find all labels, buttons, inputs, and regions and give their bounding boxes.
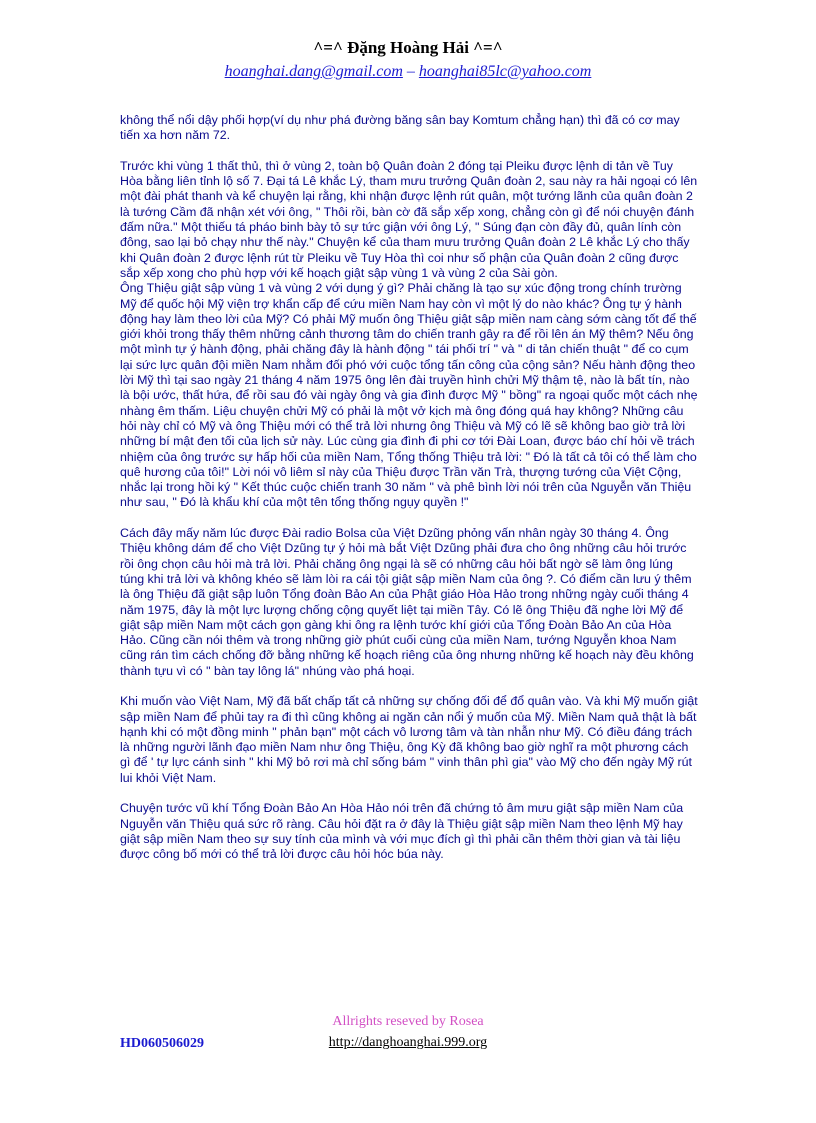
paragraph-5: Khi muốn vào Việt Nam, Mỹ đã bất chấp tất cả những sự chống đối để đổ quân vào. Và khi Mỹ muốn giật sập miền Nam để phủi tay ra đi thì cũng không ai ngăn cản nổi ý muốn của Mỹ. Miền Nam quả thật là bất hạnh khi có một đồng minh " phản bạn" một cách vô lương tâm và tàn nhẫn như Mỹ. Có điều đáng trách là những người lãnh đạo miền Nam như ông Thiệu, ông Kỳ đã không bao giờ nghĩ ra một phương cách gì để ' tự lực cánh sinh " khi Mỹ bỏ rơi mà chỉ sống bám " vinh thân phì gia" vào Mỹ cho đến ngày Mỹ rút lui khỏi Việt Nam.: [120, 694, 698, 785]
footer-doc-id: HD060506029: [120, 1036, 204, 1051]
article-body: [120, 113, 698, 878]
paragraph-1: không thể nổi dậy phối hợp(ví dụ như phá đường băng sân bay Komtum chẳng hạn) thì đã có cơ may tiến xa hơn năm 72.: [120, 113, 680, 143]
paragraph-2: Trước khi vùng 1 thất thủ, thì ở vùng 2, toàn bộ Quân đoàn 2 đóng tại Pleiku được lệnh di tản về Tuy Hòa bằng liên tỉnh lộ số 7. Đại tá Lê khắc Lý, tham mưu trưởng Quân đoàn 2, sau này ra hải ngoại có lên một đài phát thanh và kể chuyện lại rằng, khi nhận được lệnh rút quân, một tướng lãnh của quân đoàn 2 là tướng Cầm đã nhận xét với ông, " Thôi rồi, bàn cờ đã sắp xếp xong, chẳng còn gì để nói chuyện đánh đấm nữa." Một thiếu tá pháo binh bày tỏ sự tức giận với ông Lý, " Súng đạn còn đầy đủ, quân lính còn đông, sao lại bỏ chạy như thế này." Chuyện kể của tham mưu trưởng Quân đoàn 2 Lê khắc Lý cho thấy khi Quân đoàn 2 được lệnh rút từ Pleiku về Tuy Hòa thì coi như số phận của Quân đoàn 2 cũng được sắp xếp xong cho phù hợp với kế hoạch giật sập vùng 1 và vùng 2 của Sài gòn.: [120, 158, 698, 280]
page-header: [0, 38, 816, 83]
paragraph-6: Chuyện tước vũ khí Tổng Đoàn Bảo An Hòa Hảo nói trên đã chứng tỏ âm mưu giật sập miền Nam của Nguyễn văn Thiệu quá sức rõ ràng. Câu hỏi đặt ra ở đây là Thiệu giật sập miền Nam theo lệnh Mỹ hay giật sập miền Nam theo sự suy tính của mình và với mục đích gì thì phải cần thêm thời gian và tài liệu được công bố mới có thể trả lời được câu hỏi hóc búa này.: [120, 801, 684, 862]
paragraph-3: Ông Thiệu giật sập vùng 1 và vùng 2 với dụng ý gì? Phải chăng là tạo sự xúc động trong chính trường Mỹ để quốc hội Mỹ viện trợ khẩn cấp để cứu miền Nam hay còn vì một lý do nào khác? Ông tự ý hành động hay làm theo lời của Mỹ? Có phải Mỹ muốn ông Thiệu giật sập miền nam càng sớm càng tốt để thế giới khỏi trong thấy thêm những cảnh thương tâm do chiến tranh gây ra để rồi lên án Mỹ thêm? Nếu ông một mình tự ý hành động, phải chăng đây là hành động " tái phối trí " và " di tản chiến thuật " để co cụm lại sức lực quân đội miền Nam nhằm đối phó với cuộc tổng tấn công của cộng sản? Nếu hành động theo lời Mỹ thì tại sao ngày 21 tháng 4 năm 1975 ông lên đài truyền hình chửi Mỹ thậm tệ, nào là bất tín, nào là bội ước, thất hứa, để rồi sau đó vài ngày ông và gia đình được Mỹ " bồng" ra ngoại quốc một cách nhẹ nhàng êm thấm. Liệu chuyện chửi Mỹ có phải là một vở kịch mà ông đóng quá hay không? Những câu hỏi này chỉ có Mỹ và ông Thiệu mới có thể trả lời nhưng ông Thiệu và Mỹ có lẽ sẽ không bao giờ trả lời những bí mật đen tối của lịch sử này. Lúc cùng gia đình đi phi cơ tới Đài Loan, được báo chí hỏi về trách nhiệm của ông trước sự hấp hối của miền Nam, Tổng thống Thiệu trả lời: " Đó là tất cả tôi có thể làm cho quê hương của tôi!" Lời nói vô liêm sỉ này của Thiệu được Trần văn Trà, thượng tướng của Việt Cộng, nhắc lại trong hồi ký " Kết thúc cuộc chiến tranh 30 năm " và phê bình lời nói trên của Nguyễn văn Thiệu như sau, " Đó là khẩu khí của một tên tổng thống ngụy quyền !": [120, 281, 698, 510]
paragraph-4: Cách đây mấy năm lúc được Đài radio Bolsa của Việt Dzũng phỏng vấn nhân ngày 30 tháng 4. Ông Thiệu không dám để cho Việt Dzũng tự ý hỏi mà bắt Việt Dzũng phải đưa cho ông những câu hỏi trước rồi ông chọn câu hỏi mà trả lời. Phải chăng ông ngại là sẽ có những câu hỏi bất ngờ sẽ làm ông lúng túng khi trả lời và không khéo sẽ làm lòi ra cái tội giật sập miền Nam của ông ?. Có điểm cần lưu ý thêm là ông Thiệu đã giật sập luôn Tổng đoàn Bảo An của Phật giáo Hòa Hảo trong những ngày cuối tháng 4 năm 1975, đây là một lực lượng chống cộng quyết liệt tại miền Tây. Có lẽ ông Thiệu đã nghe lời Mỹ để giật sập miền Nam một cách gọn gàng khi ông ra lệnh tước khí giới của Tổng Đoàn Bảo An của Hòa Hảo. Cũng cần nói thêm và trong những giờ phút cuối cùng của miền Nam, tướng Nguyễn khoa Nam cũng rán tìm cách chống đỡ bằng những kế hoạch riêng của ông nhưng những kế hoạch này đều không thành tựu vì có " bàn tay lông lá" nhúng vào phá hoại.: [120, 526, 694, 678]
author-emails: [0, 61, 816, 83]
email-link-gmail[interactable]: hoanghai.dang@gmail.com: [224, 63, 403, 80]
site-link[interactable]: http://danghoanghai.999.org: [328, 1035, 488, 1050]
footer-url: [0, 1035, 816, 1051]
footer-copyright: Allrights reseved by Rosea: [332, 1014, 484, 1029]
author-title: ^=^ Đặng Hoàng Hải ^=^: [313, 38, 503, 57]
email-separator: –: [402, 63, 419, 80]
email-link-yahoo[interactable]: hoanghai85lc@yahoo.com: [418, 63, 592, 80]
